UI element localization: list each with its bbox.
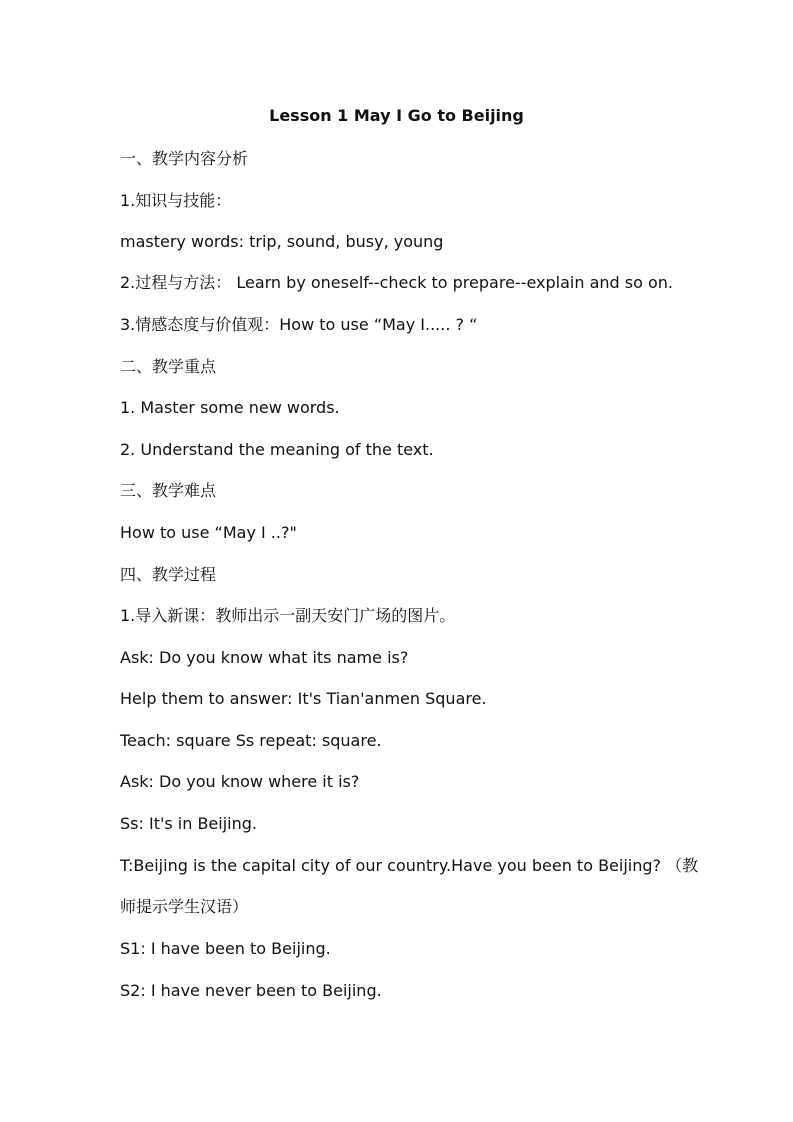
document-title: Lesson 1 May I Go to Beijing [269, 106, 524, 125]
list-item-key-point-2: 2. Understand the meaning of the text. [120, 440, 434, 459]
paragraph-lead-in: 1.导入新课：教师出示一副天安门广场的图片。 [120, 606, 456, 625]
paragraph-difficulty: How to use “May I ..?" [120, 523, 297, 542]
list-item-key-point-1: 1. Master some new words. [120, 398, 340, 417]
paragraph-knowledge-skills: 1.知识与技能： [120, 191, 232, 210]
paragraph-dialogue-4: Ask: Do you know where it is? [120, 772, 360, 791]
paragraph-attitude-values: 3.情感态度与价值观：How to use “May I..... ? “ [120, 315, 478, 334]
paragraph-dialogue-3: Teach: square Ss repeat: square. [120, 731, 382, 750]
paragraph-dialogue-6: T:Beijing is the capital city of our country.Have you been to Beijing? （教 [120, 856, 699, 875]
section-heading-key-points: 二、教学重点 [120, 357, 217, 376]
paragraph-dialogue-7: S1: I have been to Beijing. [120, 939, 331, 958]
paragraph-process-methods: 2.过程与方法： Learn by oneself--check to prepare--explain and so on. [120, 273, 673, 292]
paragraph-dialogue-1: Ask: Do you know what its name is? [120, 648, 409, 667]
section-heading-difficulties: 三、教学难点 [120, 481, 217, 500]
paragraph-dialogue-5: Ss: It's in Beijing. [120, 814, 257, 833]
paragraph-dialogue-8: S2: I have never been to Beijing. [120, 981, 382, 1000]
section-heading-content-analysis: 一、教学内容分析 [120, 149, 249, 168]
section-heading-teaching-process: 四、教学过程 [120, 565, 217, 584]
paragraph-dialogue-2: Help them to answer: It's Tian'anmen Square. [120, 689, 487, 708]
paragraph-dialogue-6-continued: 师提示学生汉语） [120, 897, 249, 916]
paragraph-mastery-words: mastery words: trip, sound, busy, young [120, 232, 444, 251]
